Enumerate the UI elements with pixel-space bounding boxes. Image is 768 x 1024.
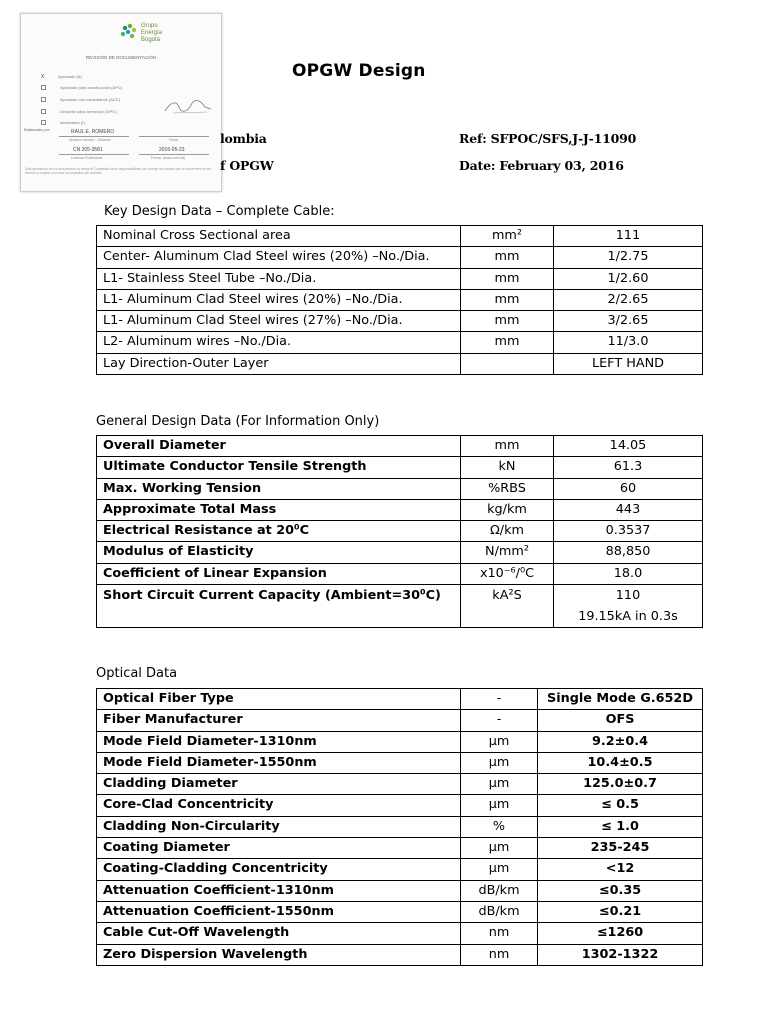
unit-cell: nm (461, 923, 538, 944)
value-cell: ≤1260 (538, 923, 703, 944)
value-cell: ≤ 1.0 (538, 816, 703, 837)
signature-caption: Firma (169, 138, 178, 142)
table-row (97, 944, 703, 965)
value-cell: 10.4±0.5 (538, 752, 703, 773)
review-date: 2016-05-23 (159, 147, 185, 153)
license-caption: Licencia Profesional (71, 156, 103, 160)
unit-cell: μm (461, 731, 538, 752)
unit-cell: dB/km (461, 901, 538, 922)
unit-cell: mm (461, 268, 554, 289)
param-cell: Short Circuit Current Capacity (Ambient=30⁰C) (97, 585, 461, 628)
param-cell: Approximate Total Mass (97, 499, 461, 520)
stamp-option: Devuelto para corrección (DPC) (41, 109, 117, 114)
header-left-line-1: lombia (220, 131, 267, 146)
param-cell: Electrical Resistance at 20⁰C (97, 521, 461, 542)
value-line-1: 110 (615, 588, 641, 604)
unit-cell: μm (461, 795, 538, 816)
value-cell: 88,850 (554, 542, 703, 563)
stamp-option: Informativo (I) (41, 120, 85, 125)
param-cell: Coating-Cladding Concentricity (97, 859, 461, 880)
unit-cell: % (461, 816, 538, 837)
table-row (97, 838, 703, 859)
unit-cell: mm (461, 289, 554, 310)
divider (139, 154, 209, 155)
table-row (97, 689, 703, 710)
param-cell: Attenuation Coefficient-1550nm (97, 901, 461, 922)
document-date: Date: February 03, 2016 (459, 158, 624, 173)
param-cell: Cladding Non-Circularity (97, 816, 461, 837)
license-number: CN 205-3581 (73, 147, 103, 153)
param-cell: Coefficient of Linear Expansion (97, 563, 461, 584)
unit-cell: - (461, 689, 538, 710)
unit-cell: mm² (461, 226, 554, 247)
value-cell: <12 (538, 859, 703, 880)
divider (59, 154, 129, 155)
table-row (97, 457, 703, 478)
value-cell: LEFT HAND (554, 353, 703, 374)
unit-cell: mm (461, 436, 554, 457)
param-cell: Max. Working Tension (97, 478, 461, 499)
value-cell: 1/2.75 (554, 247, 703, 268)
table-row (97, 247, 703, 268)
reference-number: Ref: SFPOC/SFS,J-J-11090 (459, 131, 637, 146)
value-line-2: 19.15kA in 0.3s (578, 609, 678, 625)
table-row (97, 859, 703, 880)
unit-cell: μm (461, 838, 538, 859)
stamp-option: Aprobado con comentarios (ACC) (41, 97, 120, 102)
value-cell (554, 585, 703, 628)
param-cell: Ultimate Conductor Tensile Strength (97, 457, 461, 478)
unit-cell: x10⁻⁶/⁰C (461, 563, 554, 584)
value-cell: 0.3537 (554, 521, 703, 542)
table-row (97, 923, 703, 944)
table-row (97, 332, 703, 353)
table-row (97, 795, 703, 816)
value-cell: ≤0.35 (538, 880, 703, 901)
value-cell: 235-245 (538, 838, 703, 859)
key-design-table (96, 225, 703, 375)
value-cell: 18.0 (554, 563, 703, 584)
value-cell: 3/2.65 (554, 311, 703, 332)
param-cell: Overall Diameter (97, 436, 461, 457)
table-row (97, 542, 703, 563)
unit-cell (461, 353, 554, 374)
table-row (97, 521, 703, 542)
unit-cell: mm (461, 311, 554, 332)
value-cell: 14.05 (554, 436, 703, 457)
value-cell: 125.0±0.7 (538, 774, 703, 795)
unit-cell: Ω/km (461, 521, 554, 542)
table-row (97, 816, 703, 837)
value-cell: 1/2.60 (554, 268, 703, 289)
divider (59, 136, 129, 137)
unit-cell: dB/km (461, 880, 538, 901)
param-cell: L2- Aluminum wires –No./Dia. (97, 332, 461, 353)
value-cell: 111 (554, 226, 703, 247)
unit-cell: mm (461, 247, 554, 268)
param-cell: Lay Direction-Outer Layer (97, 353, 461, 374)
elaborated-label: Elaborado por: (24, 127, 51, 132)
param-cell: Modulus of Elasticity (97, 542, 461, 563)
param-cell: Mode Field Diameter-1550nm (97, 752, 461, 773)
stamp-note: Esta aprobación de los documentos no exime al Contratista de su responsabilidad por corregir los errores que se encuentren en los mismos y cumplir con todos los requisitos del contrato. (25, 167, 211, 176)
divider (139, 136, 209, 137)
reviewer-caption: Nombre revisión - Discreta (69, 138, 111, 142)
header-left-line-2: f OPGW (220, 158, 274, 173)
param-cell: L1- Stainless Steel Tube –No./Dia. (97, 268, 461, 289)
unit-cell: - (461, 710, 538, 731)
value-cell: Single Mode G.652D (538, 689, 703, 710)
table-row (97, 353, 703, 374)
value-cell: 2/2.65 (554, 289, 703, 310)
value-cell: ≤0.21 (538, 901, 703, 922)
value-cell: OFS (538, 710, 703, 731)
unit-cell: μm (461, 859, 538, 880)
reviewer-name: RAUL E. ROMERO (71, 129, 115, 135)
unit-cell: kN (461, 457, 554, 478)
value-cell: 60 (554, 478, 703, 499)
param-cell: Optical Fiber Type (97, 689, 461, 710)
unit-cell: μm (461, 774, 538, 795)
param-cell: Attenuation Coefficient-1310nm (97, 880, 461, 901)
table-row (97, 710, 703, 731)
param-cell: L1- Aluminum Clad Steel wires (27%) –No./Dia. (97, 311, 461, 332)
table-row (97, 901, 703, 922)
unit-cell: %RBS (461, 478, 554, 499)
param-cell: Coating Diameter (97, 838, 461, 859)
param-cell: Core-Clad Concentricity (97, 795, 461, 816)
table-row (97, 478, 703, 499)
value-cell: 443 (554, 499, 703, 520)
date-caption: Fecha: (aaaa-mm-dd) (151, 156, 185, 160)
param-cell: Zero Dispersion Wavelength (97, 944, 461, 965)
unit-cell: μm (461, 752, 538, 773)
key-design-title: Key Design Data – Complete Cable: (104, 204, 335, 219)
page-title: OPGW Design (292, 61, 426, 81)
table-row (97, 311, 703, 332)
unit-cell: mm (461, 332, 554, 353)
table-row (97, 563, 703, 584)
table-row (97, 731, 703, 752)
signature-icon (161, 97, 216, 117)
param-cell: Mode Field Diameter-1310nm (97, 731, 461, 752)
unit-cell: nm (461, 944, 538, 965)
value-cell: 61.3 (554, 457, 703, 478)
approval-stamp (20, 13, 222, 192)
param-cell: Nominal Cross Sectional area (97, 226, 461, 247)
value-cell: 9.2±0.4 (538, 731, 703, 752)
optical-title: Optical Data (96, 666, 178, 681)
table-row (97, 436, 703, 457)
table-row (97, 752, 703, 773)
table-row (97, 268, 703, 289)
param-cell: Cable Cut-Off Wavelength (97, 923, 461, 944)
table-row (97, 774, 703, 795)
value-cell: 1302-1322 (538, 944, 703, 965)
stamp-option: X Aprobado (A) (41, 74, 82, 80)
general-design-table (96, 435, 703, 628)
param-cell: L1- Aluminum Clad Steel wires (20%) –No./Dia. (97, 289, 461, 310)
unit-cell: N/mm² (461, 542, 554, 563)
general-design-title: General Design Data (For Information Only) (96, 414, 380, 429)
table-row (97, 880, 703, 901)
stamp-title: REVISIÓN DE DOCUMENTACIÓN (85, 55, 157, 60)
param-cell: Center- Aluminum Clad Steel wires (20%) –No./Dia. (97, 247, 461, 268)
table-row (97, 585, 703, 628)
optical-table (96, 688, 703, 966)
table-row (97, 289, 703, 310)
unit-cell: kA²S (461, 585, 554, 628)
table-row (97, 226, 703, 247)
unit-cell: kg/km (461, 499, 554, 520)
value-cell: 11/3.0 (554, 332, 703, 353)
param-cell: Fiber Manufacturer (97, 710, 461, 731)
param-cell: Cladding Diameter (97, 774, 461, 795)
value-cell: ≤ 0.5 (538, 795, 703, 816)
logo-text: Grupo Energía Bogotá (141, 23, 163, 43)
stamp-option: Aprobado para construcción (APC) (41, 85, 122, 90)
table-row (97, 499, 703, 520)
